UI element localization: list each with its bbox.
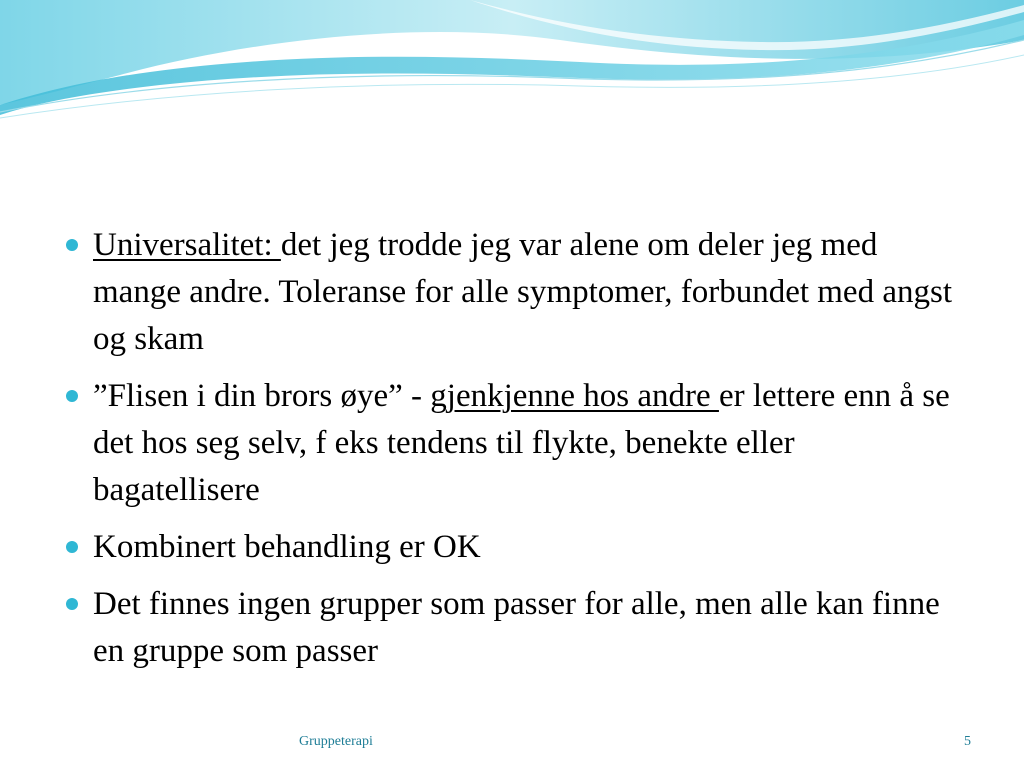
bullet-item — [66, 222, 966, 363]
bullet-text: Det finnes ingen grupper som passer for alle, men alle kan finne en gruppe som passer — [93, 586, 940, 669]
bullet-dot-icon — [66, 390, 78, 402]
bullet-text: det jeg trodde jeg var alene om deler jeg med mange andre. Toleranse for alle symptomer, forbundet med angst og skam — [93, 227, 952, 357]
bullet-text-after: er lettere enn å se det hos seg selv, f eks tendens til flykte, benekte eller bagatellisere — [93, 378, 950, 508]
bullet-text: Kombinert behandling er OK — [93, 529, 481, 565]
bullet-dot-icon — [66, 541, 78, 553]
bullet-item — [66, 581, 966, 675]
footer-title: Gruppeterapi — [299, 734, 373, 749]
bullet-text-before: ”Flisen i din brors øye” - — [93, 378, 431, 414]
bullet-list — [66, 222, 966, 685]
bullet-dot-icon — [66, 598, 78, 610]
bullet-item — [66, 373, 966, 514]
slide-number: 5 — [964, 734, 971, 749]
bullet-underlined-text: Universalitet: — [93, 227, 281, 263]
bullet-item — [66, 524, 966, 571]
bullet-dot-icon — [66, 239, 78, 251]
decorative-wave-header — [0, 0, 1024, 125]
bullet-underlined-text: gjenkjenne hos andre — [430, 378, 719, 414]
